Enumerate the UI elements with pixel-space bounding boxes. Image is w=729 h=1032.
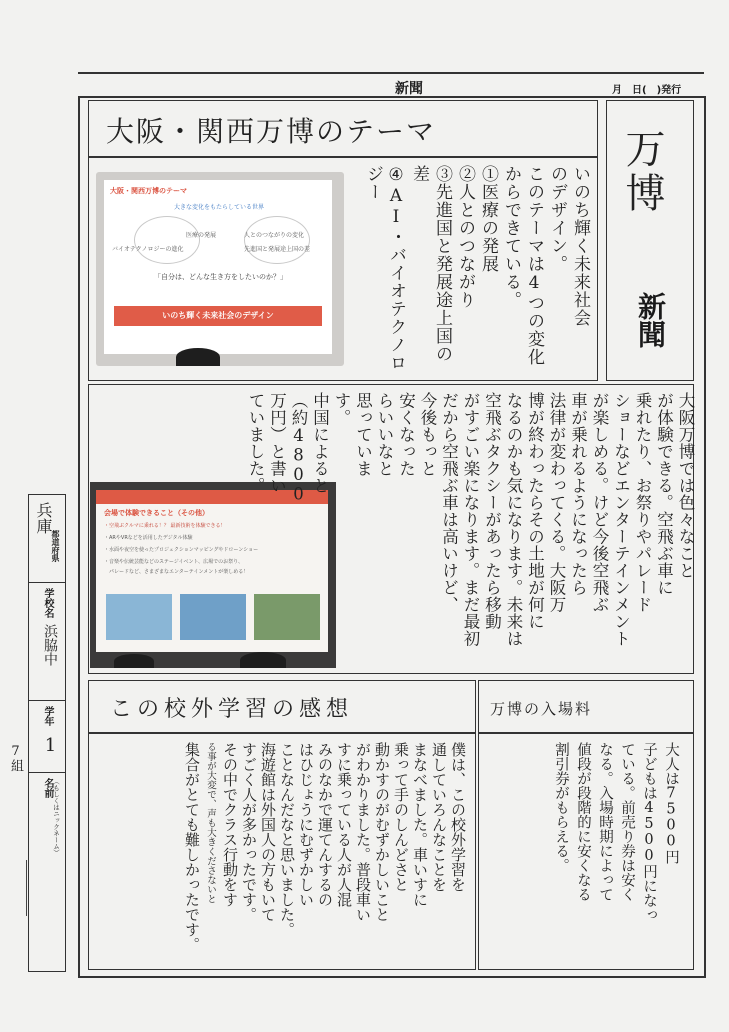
impression-line: まなべました。車いすに — [411, 742, 429, 907]
middle-line: 中国によると — [310, 392, 330, 494]
impression-line: すに乗っている人が人混 — [335, 742, 353, 907]
theme-body-text — [361, 165, 591, 375]
theme-photo — [96, 172, 344, 366]
impression-line: がわかりました。普段車い — [354, 742, 372, 922]
impression-line: 通していろんなことを — [430, 742, 448, 892]
impression-body-text — [182, 742, 467, 964]
theme-line: からできている。 — [501, 165, 521, 309]
middle-line: なるのかも気になります。未来は — [504, 392, 523, 647]
class-note: 7組 — [8, 744, 23, 772]
school-value: 浜脇中 — [42, 624, 58, 666]
theme-slide-subtitle: 大きな変化をもたらしている世界 — [174, 204, 265, 211]
theme-slide-item: 医療の発展 — [186, 232, 217, 239]
impression-line: る事が大変で、声も大きくださないと — [205, 742, 216, 904]
middle-line: 法律が変わってくる。大阪万 — [547, 392, 566, 613]
middle-line: 博が終わったらその土地が何に — [525, 392, 545, 630]
theme-line: いのち輝く未来社会 — [570, 165, 590, 327]
issue-date-label: 月 日( )発行 — [612, 85, 682, 96]
masthead-printed: 新聞 — [634, 292, 667, 348]
impression-line: 僕は、この校外学習を — [449, 742, 467, 892]
middle-line: 車が乗れるようになったら — [568, 392, 588, 596]
masthead-handwritten: 万博 — [619, 128, 665, 216]
theme-slide-title: 大阪・関西万博のテーマ — [110, 187, 187, 195]
theme-slide-question: 「自分は、どんな生き方をしたいのか？」 — [154, 273, 287, 281]
fee-line: 値段が段階的に安くなる — [575, 742, 591, 902]
theme-slide-band: いのち輝く未来社会のデザイン — [114, 306, 322, 326]
newspaper-title: 新聞 — [395, 80, 423, 96]
theme-line: ①医療の発展 — [478, 165, 498, 273]
theme-heading: 大阪・関西万博のテーマ — [106, 115, 437, 148]
school-label: 学校名 — [42, 588, 53, 618]
fee-line: 子どもは4500円になっ — [641, 742, 657, 922]
theme-line: ④AI・バイオテクノロジー — [363, 165, 406, 372]
fee-heading: 万博の入場料 — [490, 700, 593, 718]
prefecture-value: 兵庫 — [34, 502, 53, 534]
name-note: （もしくはニックネーム） — [52, 778, 60, 856]
middle-line: 乗れたり、お祭りやパレード — [633, 392, 652, 613]
audience-head — [114, 654, 154, 668]
theme-line: ③先進国と発展途上国の差 — [409, 165, 452, 363]
sidebar-divider — [28, 772, 66, 773]
theme-line: のデザイン。 — [547, 165, 567, 273]
middle-line: す。 — [332, 392, 351, 426]
middle-line: がすごい楽になります。まだ最初 — [461, 392, 480, 647]
experience-slide-line: ・ARやVRなどを活用したデジタル体験 — [104, 535, 193, 541]
middle-line: が体験できる。空飛ぶ車に — [654, 392, 674, 596]
theme-slide-item: バイオテクノロジーの進化 — [112, 246, 184, 253]
impression-line: みのなかで運てんするの — [316, 742, 334, 907]
middle-line: ていました。 — [246, 392, 265, 494]
middle-line: 万円）と書い — [267, 392, 287, 494]
middle-line: ショーなどエンターテインメント — [611, 392, 631, 647]
experience-slide-line: ・音楽や伝統芸能などのステージイベント、広場でのお祭り、 — [104, 559, 244, 565]
experience-slide-line: ・空飛ぶクルマに乗れる！？ 最新技術を体験できる！ — [104, 523, 226, 529]
middle-line: が楽しめる。けど今後空飛ぶ — [590, 392, 609, 613]
fee-body-text — [550, 742, 682, 966]
prefecture-suffix: 都道府県 — [51, 530, 60, 562]
middle-line: 思っていま — [353, 392, 373, 477]
student-info-sidebar — [28, 494, 66, 972]
impression-heading: この校外学習の感想 — [110, 697, 354, 722]
slide-thumbnail — [180, 594, 246, 640]
middle-line: 大阪万博では色々なこと — [676, 392, 695, 579]
sidebar-side-mark — [26, 860, 27, 916]
middle-line: だから空飛ぶ車は高いけど、 — [439, 392, 459, 613]
impression-line: その中でクラス行動をす — [221, 742, 239, 907]
grade-label: 学年 — [42, 706, 53, 726]
middle-line: （約4800 — [289, 392, 308, 504]
impression-line: 海遊館は外国人の方もいて — [259, 742, 277, 922]
fee-line: 大人は7500円 — [663, 742, 679, 864]
sidebar-divider — [28, 582, 66, 583]
sidebar-divider — [28, 700, 66, 701]
fee-line: なる。入場時期によって — [597, 742, 613, 902]
impression-line: 集合がとても難しかったです。 — [183, 742, 201, 952]
impression-line: はひじょうにむずかしい — [297, 742, 315, 907]
middle-line: らいいなと — [375, 392, 394, 477]
impression-line: ことなんだなと思いました。 — [278, 742, 296, 937]
header-line — [78, 72, 704, 74]
audience-head — [176, 348, 220, 366]
middle-line: 今後もっと — [418, 392, 437, 477]
theme-slide-item: 先進国と発展途上国の差 — [244, 246, 311, 253]
experience-slide-line: ・水面や夜空を使ったプロジェクションマッピングやドローンショー — [104, 547, 259, 553]
middle-body-text — [245, 392, 697, 670]
experience-slide-title: 会場で体験できること（その他） — [104, 509, 209, 517]
impression-line: 乗って手のしんどさと — [392, 742, 410, 892]
theme-line: このテーマは4つの変化 — [524, 165, 544, 366]
slide-thumbnail — [106, 594, 172, 640]
name-label: 名前 — [42, 778, 53, 798]
experience-slide-line: パレードなど、さまざまなエンターテインメントが楽しめる！ — [104, 569, 249, 575]
fee-line: 割引券がもらえる。 — [553, 742, 569, 873]
impression-line: 動かすのがむずかしいこと — [373, 742, 391, 922]
grade-value: 1 — [40, 735, 61, 756]
middle-line: 空飛ぶタクシーがあったら移動 — [482, 392, 502, 630]
impression-line: すごく人が多かったです。 — [240, 742, 258, 922]
middle-line: 安くなった — [396, 392, 416, 477]
theme-slide-item: 人とのつながりの変化 — [244, 232, 305, 239]
fee-line: ている。前売り券は安く — [619, 742, 635, 902]
theme-line: ②人とのつながり — [455, 165, 475, 309]
